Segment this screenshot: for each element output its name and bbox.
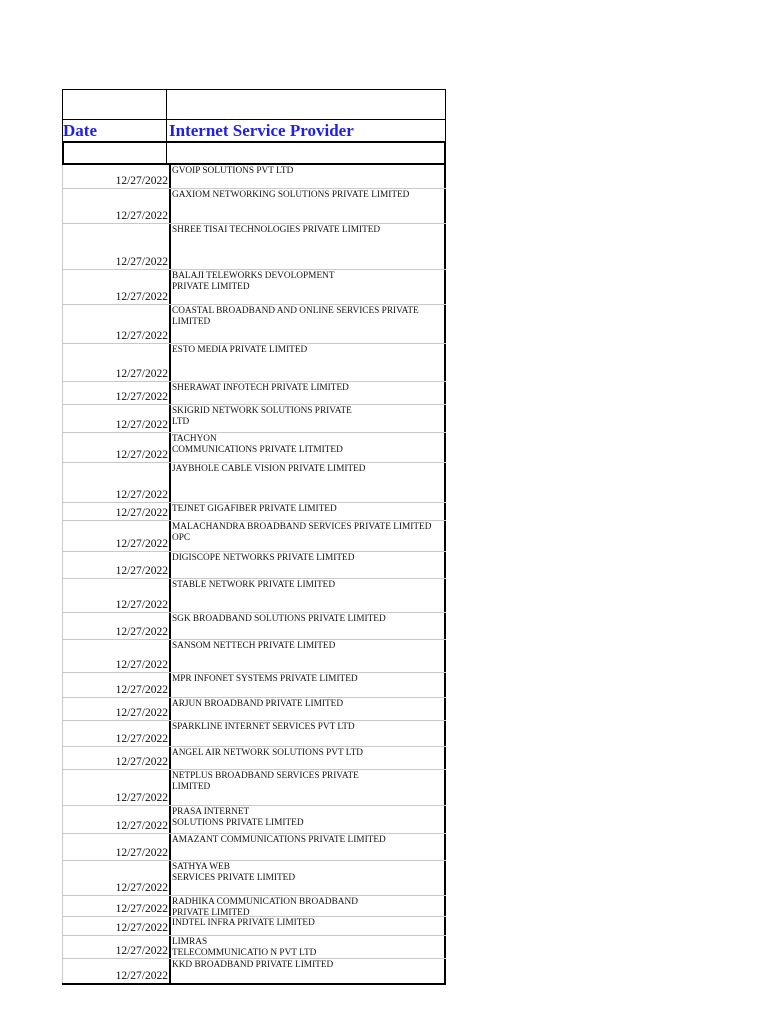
date-cell[interactable]: 12/27/2022	[62, 698, 169, 720]
table-row	[62, 770, 446, 806]
isp-cell[interactable]: SKIGRID NETWORK SOLUTIONS PRIVATE LTD	[169, 405, 446, 432]
isp-cell[interactable]: INDTEL INFRA PRIVATE LIMITED	[169, 917, 446, 935]
date-cell[interactable]: 12/27/2022	[62, 806, 169, 833]
date-cell[interactable]: 12/27/2022	[62, 959, 169, 983]
date-cell[interactable]: 12/27/2022	[62, 861, 169, 895]
date-cell[interactable]: 12/27/2022	[62, 747, 169, 769]
date-cell[interactable]: 12/27/2022	[62, 344, 169, 381]
blank-row	[62, 143, 446, 165]
table-row	[62, 673, 446, 698]
date-cell[interactable]: 12/27/2022	[62, 834, 169, 860]
isp-cell[interactable]: GVOIP SOLUTIONS PVT LTD	[169, 165, 446, 188]
isp-cell[interactable]: SHERAWAT INFOTECH PRIVATE LIMITED	[169, 382, 446, 404]
isp-cell[interactable]: LIMRAS TELECOMMUNICATIO N PVT LTD	[169, 936, 446, 958]
isp-cell[interactable]: BALAJI TELEWORKS DEVOLOPMENT PRIVATE LIMITED	[169, 270, 446, 304]
isp-cell[interactable]: SANSOM NETTECH PRIVATE LIMITED	[169, 640, 446, 672]
table-row	[62, 640, 446, 673]
table-row	[62, 305, 446, 344]
table-row	[62, 224, 446, 270]
date-cell[interactable]: 12/27/2022	[62, 165, 169, 188]
table-row	[62, 189, 446, 224]
isp-cell[interactable]: SHREE TISAI TECHNOLOGIES PRIVATE LIMITED	[169, 224, 446, 269]
isp-cell[interactable]: SATHYA WEB SERVICES PRIVATE LIMITED	[169, 861, 446, 895]
table-row	[62, 896, 446, 917]
table-row	[62, 834, 446, 861]
date-cell[interactable]: 12/27/2022	[62, 640, 169, 672]
table-row	[62, 698, 446, 721]
date-cell[interactable]: 12/27/2022	[62, 305, 169, 343]
isp-cell[interactable]: MPR INFONET SYSTEMS PRIVATE LIMITED	[169, 673, 446, 697]
date-cell[interactable]: 12/27/2022	[62, 521, 169, 551]
isp-cell[interactable]: SGK BROADBAND SOLUTIONS PRIVATE LIMITED	[169, 613, 446, 639]
table-row	[62, 861, 446, 896]
spreadsheet	[62, 89, 446, 985]
empty-cell[interactable]	[167, 90, 446, 120]
date-cell[interactable]: 12/27/2022	[62, 224, 169, 269]
isp-header[interactable]: Internet Service Provider	[167, 120, 446, 143]
table-row	[62, 382, 446, 405]
table-row	[62, 936, 446, 959]
date-cell[interactable]: 12/27/2022	[62, 433, 169, 462]
empty-cell[interactable]	[62, 143, 167, 165]
date-cell[interactable]: 12/27/2022	[62, 463, 169, 502]
isp-cell[interactable]: COASTAL BROADBAND AND ONLINE SERVICES PRIVATE LIMITED	[169, 305, 446, 343]
isp-cell[interactable]: STABLE NETWORK PRIVATE LIMITED	[169, 579, 446, 612]
isp-cell[interactable]: TACHYON COMMUNICATIONS PRIVATE LITMITED	[169, 433, 446, 462]
isp-cell[interactable]: RADHIKA COMMUNICATION BROADBAND PRIVATE LIMITED	[169, 896, 446, 916]
date-cell[interactable]: 12/27/2022	[62, 721, 169, 746]
date-cell[interactable]: 12/27/2022	[62, 673, 169, 697]
table-row	[62, 463, 446, 503]
table-row	[62, 344, 446, 382]
table-row	[62, 270, 446, 305]
date-cell[interactable]: 12/27/2022	[62, 579, 169, 612]
date-cell[interactable]: 12/27/2022	[62, 405, 169, 432]
empty-top-row	[62, 89, 446, 120]
empty-cell[interactable]	[62, 90, 167, 120]
isp-cell[interactable]: KKD BROADBAND PRIVATE LIMITED	[169, 959, 446, 983]
date-header[interactable]: Date	[62, 120, 167, 143]
table-row	[62, 917, 446, 936]
table-row	[62, 433, 446, 463]
isp-cell[interactable]: ESTO MEDIA PRIVATE LIMITED	[169, 344, 446, 381]
table-row	[62, 521, 446, 552]
isp-cell[interactable]: MALACHANDRA BROADBAND SERVICES PRIVATE LIMITED OPC	[169, 521, 446, 551]
isp-cell[interactable]: SPARKLINE INTERNET SERVICES PVT LTD	[169, 721, 446, 746]
date-cell[interactable]: 12/27/2022	[62, 613, 169, 639]
table-row	[62, 806, 446, 834]
date-cell[interactable]: 12/27/2022	[62, 503, 169, 520]
header-row	[62, 120, 446, 143]
table-row	[62, 165, 446, 189]
date-cell[interactable]: 12/27/2022	[62, 936, 169, 958]
isp-cell[interactable]: NETPLUS BROADBAND SERVICES PRIVATE LIMITED	[169, 770, 446, 805]
isp-cell[interactable]: AMAZANT COMMUNICATIONS PRIVATE LIMITED	[169, 834, 446, 860]
isp-cell[interactable]: DIGISCOPE NETWORKS PRIVATE LIMITED	[169, 552, 446, 578]
isp-cell[interactable]: TEJNET GIGAFIBER PRIVATE LIMITED	[169, 503, 446, 520]
table-row	[62, 721, 446, 747]
table-row	[62, 747, 446, 770]
date-cell[interactable]: 12/27/2022	[62, 189, 169, 223]
table-row	[62, 579, 446, 613]
date-cell[interactable]: 12/27/2022	[62, 770, 169, 805]
isp-cell[interactable]: ARJUN BROADBAND PRIVATE LIMITED	[169, 698, 446, 720]
table-row	[62, 959, 446, 985]
date-cell[interactable]: 12/27/2022	[62, 270, 169, 304]
table-row	[62, 552, 446, 579]
date-cell[interactable]: 12/27/2022	[62, 917, 169, 935]
table-row	[62, 503, 446, 521]
data-rows	[62, 165, 446, 985]
isp-cell[interactable]: PRASA INTERNET SOLUTIONS PRIVATE LIMITED	[169, 806, 446, 833]
isp-cell[interactable]: GAXIOM NETWORKING SOLUTIONS PRIVATE LIMITED	[169, 189, 446, 223]
date-cell[interactable]: 12/27/2022	[62, 552, 169, 578]
table-row	[62, 613, 446, 640]
date-cell[interactable]: 12/27/2022	[62, 896, 169, 916]
empty-cell[interactable]	[167, 143, 446, 165]
table-row	[62, 405, 446, 433]
date-cell[interactable]: 12/27/2022	[62, 382, 169, 404]
isp-cell[interactable]: JAYBHOLE CABLE VISION PRIVATE LIMITED	[169, 463, 446, 502]
isp-cell[interactable]: ANGEL AIR NETWORK SOLUTIONS PVT LTD	[169, 747, 446, 769]
